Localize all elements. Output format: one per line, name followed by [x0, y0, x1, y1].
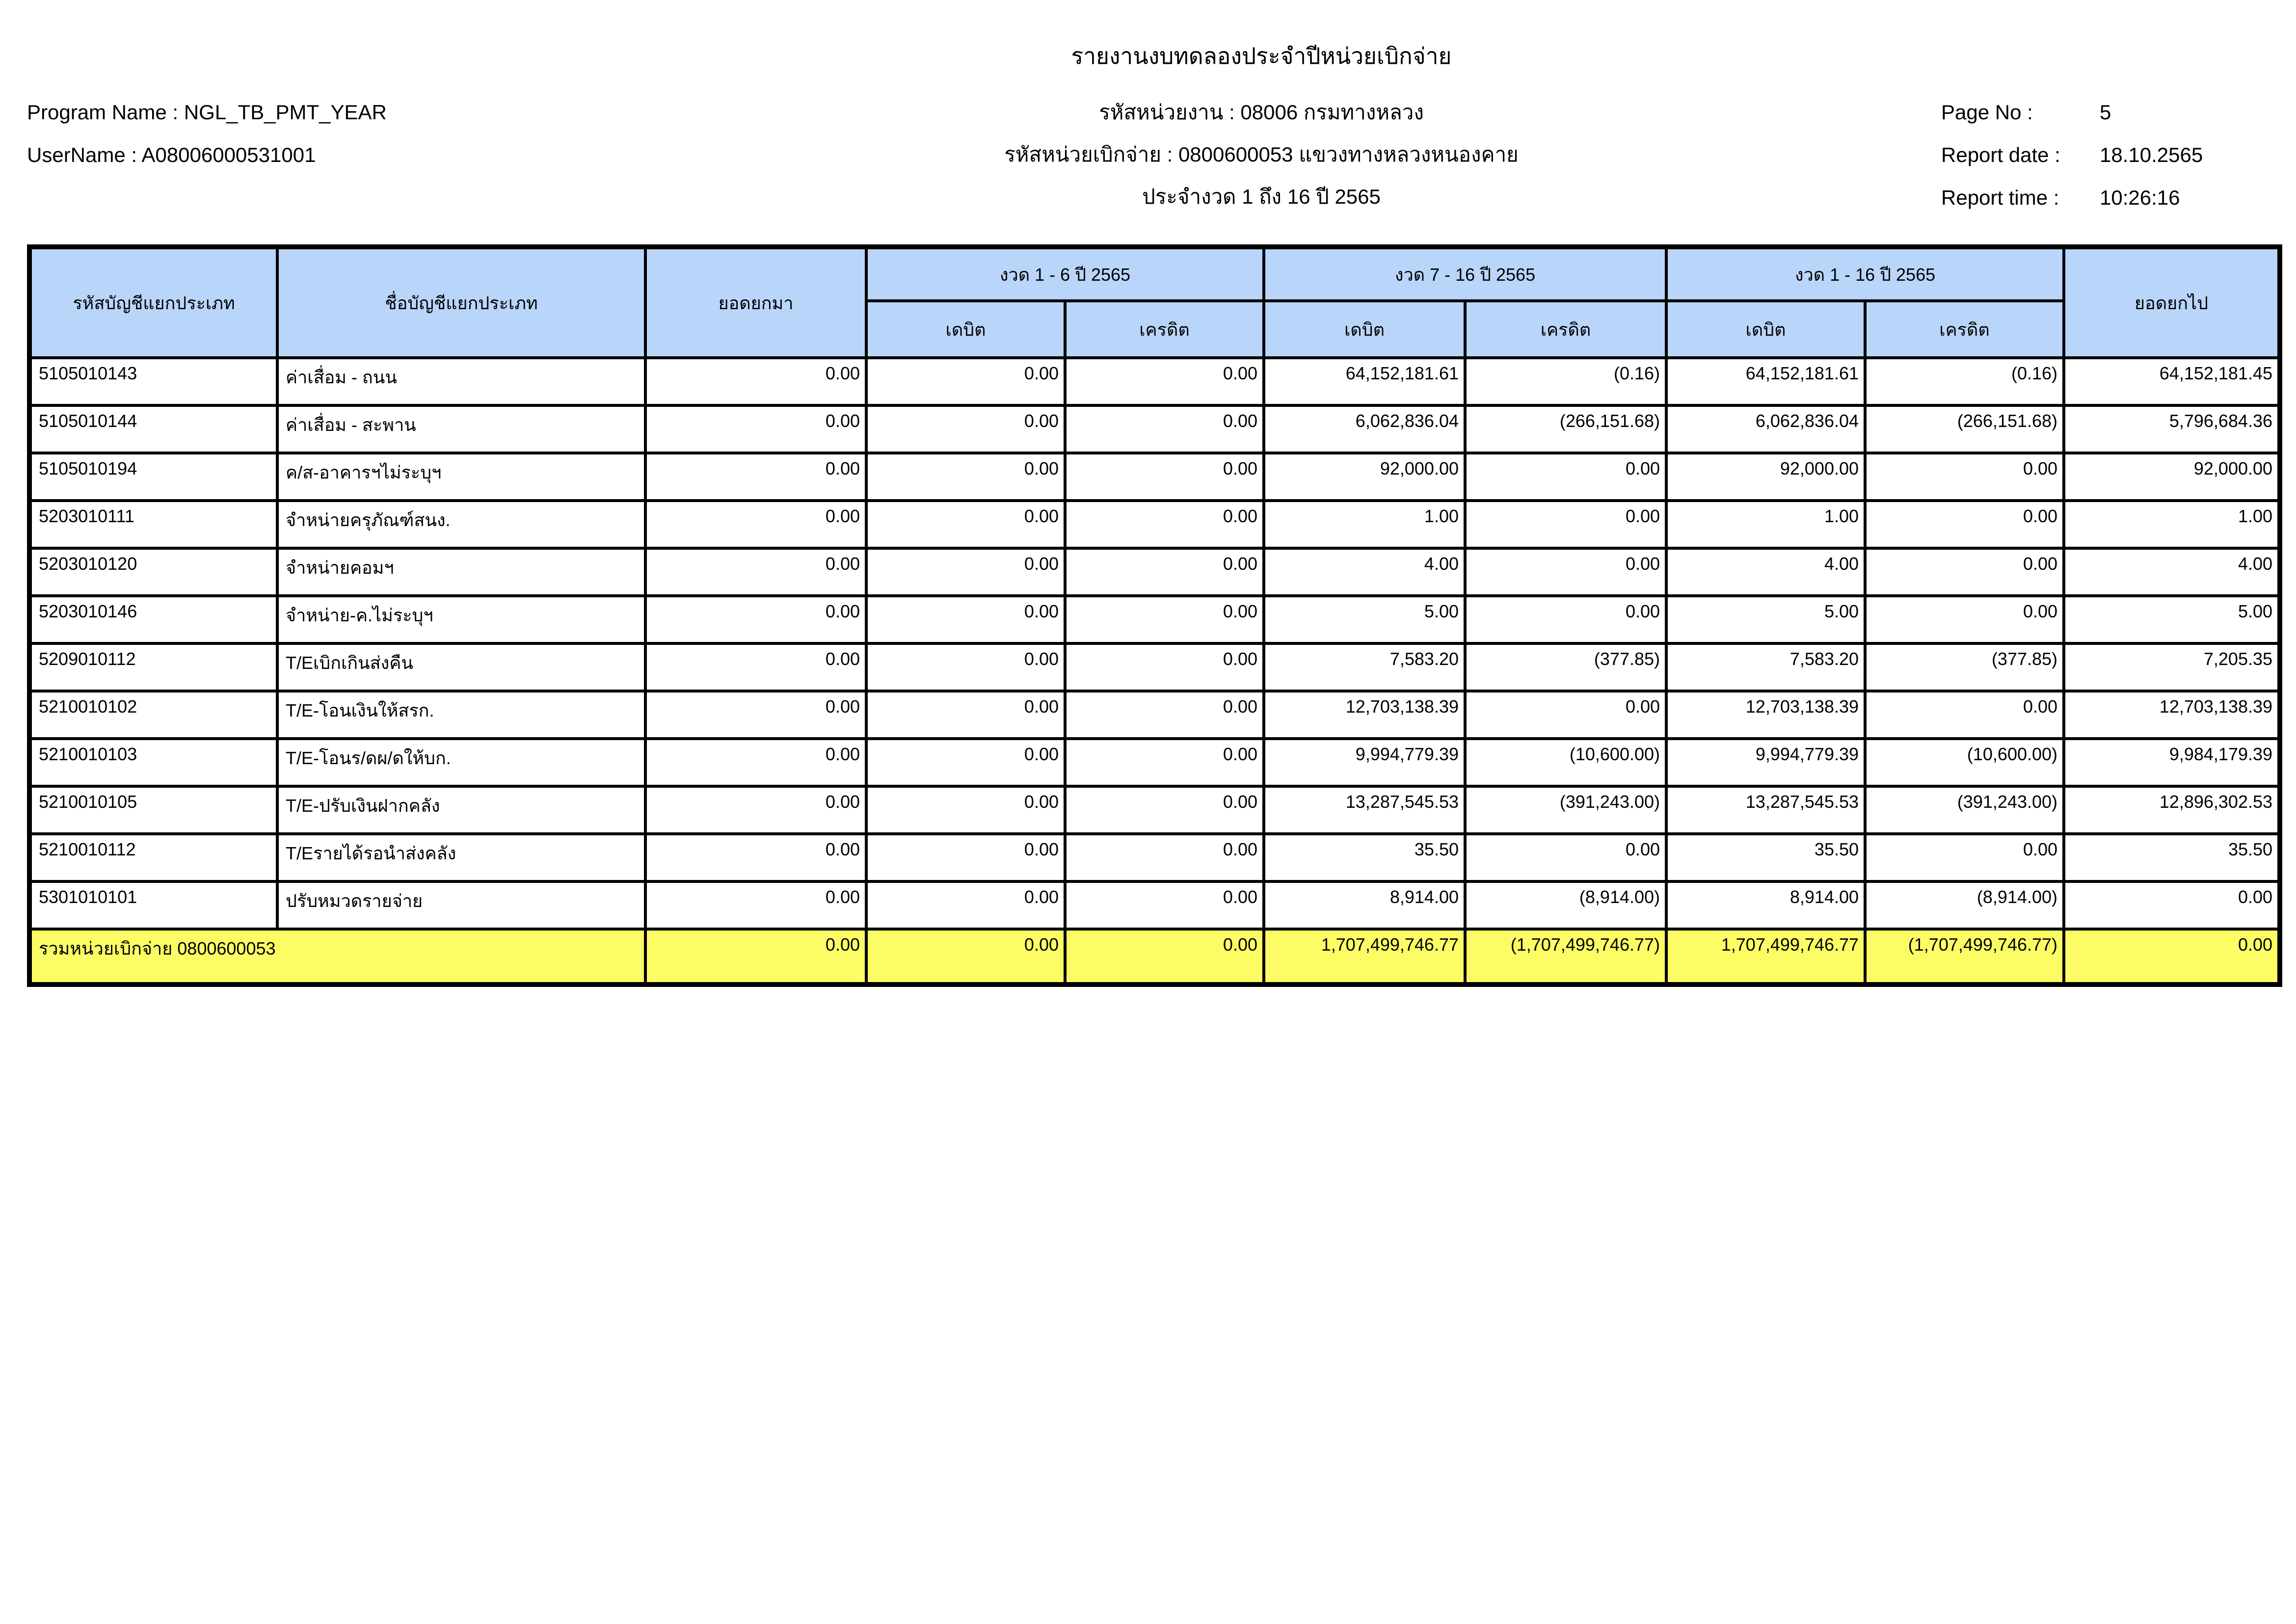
cell-debit-7-16: 5.00 — [1264, 596, 1465, 643]
cell-debit-1-6: 0.00 — [866, 643, 1065, 691]
cell-credit-1-16: (377.85) — [1865, 643, 2064, 691]
cell-account-name: ปรับหมวดรายจ่าย — [277, 881, 645, 929]
cell-credit-7-16: (0.16) — [1465, 358, 1666, 405]
cell-account-name: จำหน่ายครุภัณฑ์สนง. — [277, 501, 645, 548]
cell-debit-1-6: 0.00 — [866, 881, 1065, 929]
cell-carry-in: 0.00 — [645, 643, 866, 691]
cell-credit-1-6: 0.00 — [1065, 596, 1264, 643]
cell-account-code: 5105010194 — [29, 453, 277, 501]
cell-credit-7-16: (377.85) — [1465, 643, 1666, 691]
cell-debit-1-16: 4.00 — [1666, 548, 1865, 596]
cell-credit-1-6: 0.00 — [1065, 643, 1264, 691]
cell-credit-7-16: 0.00 — [1465, 834, 1666, 881]
cell-debit-1-6: 0.00 — [866, 358, 1065, 405]
cell-carry-out: 0.00 — [2064, 881, 2280, 929]
cell-debit-1-16: 92,000.00 — [1666, 453, 1865, 501]
table-row — [29, 834, 2280, 881]
cell-debit-7-16: 92,000.00 — [1264, 453, 1465, 501]
cell-account-code: 5105010143 — [29, 358, 277, 405]
total-debit-7-16: 1,707,499,746.77 — [1264, 929, 1465, 985]
org-code-line: รหัสหน่วยงาน : 08006 กรมทางหลวง — [1099, 101, 1424, 124]
cell-carry-out: 7,205.35 — [2064, 643, 2280, 691]
cell-account-code: 5210010105 — [29, 786, 277, 834]
cell-credit-1-16: 0.00 — [1865, 501, 2064, 548]
cell-credit-1-16: 0.00 — [1865, 596, 2064, 643]
report-date-value: 18.10.2565 — [2100, 143, 2203, 166]
cell-account-code: 5203010146 — [29, 596, 277, 643]
cell-account-name: ค/ส-อาคารฯไม่ระบุฯ — [277, 453, 645, 501]
program-name: Program Name : NGL_TB_PMT_YEAR — [27, 101, 387, 124]
total-row-label: รวมหน่วยเบิกจ่าย 0800600053 — [29, 929, 645, 985]
page-no-label: Page No : — [1941, 101, 2033, 124]
total-carry-out: 0.00 — [2064, 929, 2280, 985]
cell-credit-7-16: (8,914.00) — [1465, 881, 1666, 929]
period-line: ประจำงวด 1 ถึง 16 ปี 2565 — [1142, 185, 1381, 208]
cell-credit-1-6: 0.00 — [1065, 453, 1264, 501]
cell-credit-7-16: 0.00 — [1465, 548, 1666, 596]
cell-account-code: 5105010144 — [29, 405, 277, 453]
cell-carry-out: 5.00 — [2064, 596, 2280, 643]
col-header-credit-1-16: เครดิต — [1865, 301, 2064, 358]
cell-credit-7-16: (266,151.68) — [1465, 405, 1666, 453]
table-row — [29, 786, 2280, 834]
cell-credit-1-6: 0.00 — [1065, 786, 1264, 834]
cell-credit-1-16: (0.16) — [1865, 358, 2064, 405]
cell-credit-7-16: (391,243.00) — [1465, 786, 1666, 834]
col-header-credit-1-6: เครดิต — [1065, 301, 1264, 358]
cell-account-name: จำหน่ายคอมฯ — [277, 548, 645, 596]
cell-credit-1-16: (391,243.00) — [1865, 786, 2064, 834]
cell-debit-1-16: 12,703,138.39 — [1666, 691, 1865, 739]
cell-carry-out: 12,703,138.39 — [2064, 691, 2280, 739]
cell-credit-1-6: 0.00 — [1065, 358, 1264, 405]
cell-account-name: T/E-ปรับเงินฝากคลัง — [277, 786, 645, 834]
cell-carry-in: 0.00 — [645, 691, 866, 739]
table-header-group-row — [29, 247, 2280, 301]
cell-account-code: 5210010103 — [29, 739, 277, 786]
cell-debit-7-16: 9,994,779.39 — [1264, 739, 1465, 786]
cell-account-name: จำหน่าย-ค.ไม่ระบุฯ — [277, 596, 645, 643]
cell-account-name: ค่าเสื่อม - ถนน — [277, 358, 645, 405]
col-header-credit-7-16: เครดิต — [1465, 301, 1666, 358]
table-row — [29, 691, 2280, 739]
cell-credit-7-16: 0.00 — [1465, 453, 1666, 501]
cell-credit-1-16: 0.00 — [1865, 834, 2064, 881]
cell-credit-1-6: 0.00 — [1065, 834, 1264, 881]
cell-credit-1-16: (266,151.68) — [1865, 405, 2064, 453]
cell-debit-1-6: 0.00 — [866, 453, 1065, 501]
cell-credit-1-16: 0.00 — [1865, 453, 2064, 501]
cell-debit-1-16: 64,152,181.61 — [1666, 358, 1865, 405]
cell-carry-in: 0.00 — [645, 596, 866, 643]
cell-account-name: T/Eเบิกเกินส่งคืน — [277, 643, 645, 691]
cell-debit-1-6: 0.00 — [866, 691, 1065, 739]
table-row — [29, 739, 2280, 786]
col-header-carry-in: ยอดยกมา — [645, 247, 866, 358]
cell-carry-in: 0.00 — [645, 548, 866, 596]
table-row — [29, 643, 2280, 691]
cell-debit-1-6: 0.00 — [866, 501, 1065, 548]
cell-debit-1-6: 0.00 — [866, 405, 1065, 453]
cell-account-name: T/E-โอนร/ดผ/ดให้บก. — [277, 739, 645, 786]
cell-carry-out: 4.00 — [2064, 548, 2280, 596]
cell-account-code: 5203010120 — [29, 548, 277, 596]
cell-carry-in: 0.00 — [645, 358, 866, 405]
cell-carry-in: 0.00 — [645, 405, 866, 453]
cell-credit-1-6: 0.00 — [1065, 691, 1264, 739]
page-no-value: 5 — [2100, 101, 2111, 124]
cell-debit-1-16: 5.00 — [1666, 596, 1865, 643]
total-carry-in: 0.00 — [645, 929, 866, 985]
cell-account-code: 5210010102 — [29, 691, 277, 739]
cell-debit-7-16: 1.00 — [1264, 501, 1465, 548]
cell-debit-1-16: 6,062,836.04 — [1666, 405, 1865, 453]
table-row — [29, 358, 2280, 405]
cell-carry-in: 0.00 — [645, 881, 866, 929]
cell-credit-1-6: 0.00 — [1065, 405, 1264, 453]
cell-debit-7-16: 64,152,181.61 — [1264, 358, 1465, 405]
table-row — [29, 596, 2280, 643]
trial-balance-table — [27, 244, 2282, 987]
cell-debit-1-16: 1.00 — [1666, 501, 1865, 548]
total-credit-7-16: (1,707,499,746.77) — [1465, 929, 1666, 985]
col-group-period-7-16: งวด 7 - 16 ปี 2565 — [1264, 247, 1666, 301]
cell-credit-7-16: 0.00 — [1465, 596, 1666, 643]
cell-credit-1-16: (10,600.00) — [1865, 739, 2064, 786]
table-row — [29, 548, 2280, 596]
cell-debit-1-16: 7,583.20 — [1666, 643, 1865, 691]
col-group-period-1-6: งวด 1 - 6 ปี 2565 — [866, 247, 1264, 301]
cell-carry-out: 64,152,181.45 — [2064, 358, 2280, 405]
cell-debit-1-6: 0.00 — [866, 739, 1065, 786]
cell-debit-1-6: 0.00 — [866, 548, 1065, 596]
cell-debit-7-16: 35.50 — [1264, 834, 1465, 881]
table-row — [29, 501, 2280, 548]
col-header-account-code: รหัสบัญชีแยกประเภท — [29, 247, 277, 358]
cell-debit-7-16: 4.00 — [1264, 548, 1465, 596]
cell-credit-1-16: 0.00 — [1865, 548, 2064, 596]
cell-debit-7-16: 13,287,545.53 — [1264, 786, 1465, 834]
cell-credit-7-16: 0.00 — [1465, 501, 1666, 548]
cell-debit-1-6: 0.00 — [866, 786, 1065, 834]
cell-carry-in: 0.00 — [645, 786, 866, 834]
col-header-debit-1-16: เดบิต — [1666, 301, 1865, 358]
cell-debit-7-16: 12,703,138.39 — [1264, 691, 1465, 739]
cell-account-code: 5209010112 — [29, 643, 277, 691]
page-title: รายงานงบทดลองประจำปีหน่วยเบิกจ่าย — [1071, 43, 1452, 69]
col-header-carry-out: ยอดยกไป — [2064, 247, 2280, 358]
cell-credit-7-16: 0.00 — [1465, 691, 1666, 739]
cell-carry-out: 9,984,179.39 — [2064, 739, 2280, 786]
col-header-debit-1-6: เดบิต — [866, 301, 1065, 358]
cell-debit-7-16: 8,914.00 — [1264, 881, 1465, 929]
table-row — [29, 881, 2280, 929]
cell-debit-7-16: 7,583.20 — [1264, 643, 1465, 691]
total-debit-1-16: 1,707,499,746.77 — [1666, 929, 1865, 985]
report-time-label: Report time : — [1941, 186, 2059, 209]
cell-account-code: 5210010112 — [29, 834, 277, 881]
cell-debit-1-16: 9,994,779.39 — [1666, 739, 1865, 786]
cell-debit-1-16: 13,287,545.53 — [1666, 786, 1865, 834]
cell-account-name: T/Eรายได้รอนำส่งคลัง — [277, 834, 645, 881]
report-date-label: Report date : — [1941, 143, 2060, 166]
cell-credit-1-16: 0.00 — [1865, 691, 2064, 739]
total-credit-1-6: 0.00 — [1065, 929, 1264, 985]
col-group-period-1-16: งวด 1 - 16 ปี 2565 — [1666, 247, 2064, 301]
unit-code-line: รหัสหน่วยเบิกจ่าย : 0800600053 แขวงทางหลวงหนองคาย — [1004, 143, 1519, 166]
table-row — [29, 453, 2280, 501]
report-time-value: 10:26:16 — [2100, 186, 2180, 209]
cell-credit-1-6: 0.00 — [1065, 501, 1264, 548]
cell-credit-1-16: (8,914.00) — [1865, 881, 2064, 929]
cell-debit-7-16: 6,062,836.04 — [1264, 405, 1465, 453]
cell-carry-out: 1.00 — [2064, 501, 2280, 548]
cell-credit-1-6: 0.00 — [1065, 739, 1264, 786]
cell-credit-7-16: (10,600.00) — [1465, 739, 1666, 786]
cell-carry-out: 5,796,684.36 — [2064, 405, 2280, 453]
cell-credit-1-6: 0.00 — [1065, 548, 1264, 596]
cell-carry-out: 12,896,302.53 — [2064, 786, 2280, 834]
cell-carry-out: 35.50 — [2064, 834, 2280, 881]
cell-account-name: T/E-โอนเงินให้สรก. — [277, 691, 645, 739]
cell-account-code: 5203010111 — [29, 501, 277, 548]
cell-carry-in: 0.00 — [645, 453, 866, 501]
cell-account-name: ค่าเสื่อม - สะพาน — [277, 405, 645, 453]
cell-carry-in: 0.00 — [645, 501, 866, 548]
table-row — [29, 405, 2280, 453]
cell-carry-out: 92,000.00 — [2064, 453, 2280, 501]
col-header-debit-7-16: เดบิต — [1264, 301, 1465, 358]
cell-carry-in: 0.00 — [645, 834, 866, 881]
total-row — [29, 929, 2280, 985]
user-name: UserName : A08006000531001 — [27, 143, 316, 166]
cell-account-code: 5301010101 — [29, 881, 277, 929]
cell-credit-1-6: 0.00 — [1065, 881, 1264, 929]
col-header-account-name: ชื่อบัญชีแยกประเภท — [277, 247, 645, 358]
cell-carry-in: 0.00 — [645, 739, 866, 786]
cell-debit-1-6: 0.00 — [866, 834, 1065, 881]
cell-debit-1-6: 0.00 — [866, 596, 1065, 643]
cell-debit-1-16: 35.50 — [1666, 834, 1865, 881]
total-debit-1-6: 0.00 — [866, 929, 1065, 985]
total-credit-1-16: (1,707,499,746.77) — [1865, 929, 2064, 985]
cell-debit-1-16: 8,914.00 — [1666, 881, 1865, 929]
